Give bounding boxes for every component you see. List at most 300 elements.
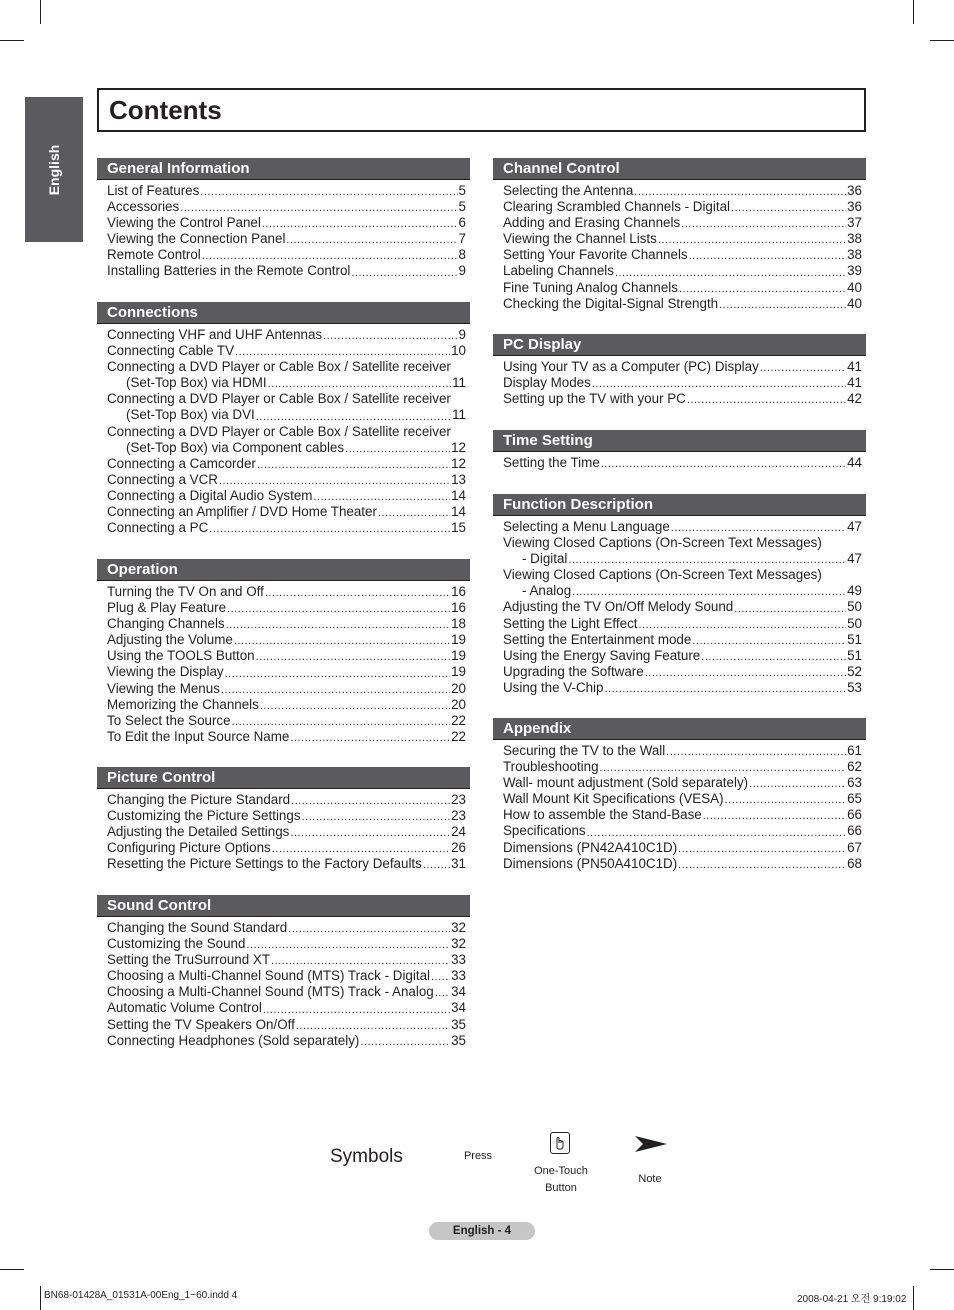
toc-entry-title: Installing Batteries in the Remote Control [107, 263, 351, 279]
page-title: Contents [109, 95, 222, 125]
toc-entry [107, 488, 466, 504]
toc-entry-title: Connecting Headphones (Sold separately) [107, 1032, 360, 1048]
toc-entry-title: Connecting a Camcorder [107, 455, 256, 471]
section-heading: General Information [97, 158, 470, 180]
toc-entry [107, 231, 466, 247]
toc-entry [503, 599, 862, 615]
toc-entry [107, 504, 466, 520]
toc-entry-title: Setting the Entertainment mode [503, 631, 692, 647]
toc-entry [503, 567, 862, 583]
toc-dot-leader [671, 521, 846, 535]
toc-entry [107, 424, 466, 440]
toc-entry-title: Turning the TV On and Off [107, 584, 264, 599]
toc-entry [107, 968, 466, 984]
toc-entry-title: Dimensions (PN50A410C1D) [503, 855, 678, 871]
toc-dot-leader [701, 650, 846, 664]
toc-entry-page-number: 14 [451, 504, 466, 520]
toc-entry-title: (Set-Top Box) via Component cables [126, 439, 345, 455]
toc-entry [107, 713, 466, 729]
toc-entry-page-number: 23 [451, 792, 466, 807]
toc-entry [503, 823, 862, 839]
toc-entry-title: List of Features [107, 183, 200, 198]
toc-entry [503, 183, 862, 199]
toc-dot-leader [639, 618, 847, 632]
toc-entry-title: Changing the Picture Standard [107, 792, 291, 807]
section-picture [97, 767, 470, 872]
toc-entry-page-number: 7 [458, 231, 466, 247]
toc-entry [107, 215, 466, 231]
toc-entry [107, 407, 466, 423]
language-tab-label: English [46, 144, 62, 195]
toc-entry-page-number: 33 [451, 952, 466, 968]
toc-entry [107, 697, 466, 713]
toc-entry-page-number: 15 [451, 520, 466, 536]
toc-entry-page-number: 22 [451, 728, 466, 744]
toc-dot-leader [587, 826, 846, 840]
toc-entry-title: Troubleshooting [503, 759, 599, 775]
toc-entry [503, 807, 862, 823]
toc-entry [503, 648, 862, 664]
toc-entry-title: Remote Control [107, 247, 201, 263]
toc-entry-list [493, 180, 866, 312]
toc-entry [503, 455, 862, 471]
toc-entry [503, 199, 862, 215]
toc-entry-page-number: 32 [451, 936, 466, 952]
toc-entry [107, 327, 466, 343]
toc-entry-page-number: 41 [847, 359, 862, 374]
toc-entry-page-number: 49 [847, 583, 862, 599]
section-appendix [493, 718, 866, 872]
toc-dot-leader [681, 217, 846, 231]
section-general [97, 158, 470, 280]
toc-entry [107, 1017, 466, 1033]
toc-entry-page-number: 13 [451, 471, 466, 487]
toc-entry-page-number: 34 [451, 1000, 466, 1016]
toc-entry-title: Setting the Light Effect [503, 615, 638, 631]
toc-entry [503, 359, 862, 375]
toc-entry-title: Customizing the Sound [107, 936, 246, 952]
toc-entry-page-number: 5 [458, 183, 466, 198]
toc-entry-page-number: 37 [847, 215, 862, 231]
toc-entry [503, 535, 862, 551]
toc-entry-title: Connecting a Digital Audio System [107, 487, 313, 503]
crop-mark [0, 40, 24, 41]
toc-dot-leader [731, 201, 846, 215]
toc-entry [503, 664, 862, 680]
toc-entry-page-number: 8 [458, 247, 466, 263]
toc-entry-page-number: 14 [451, 487, 466, 503]
toc-entry [107, 456, 466, 472]
toc-entry-title: - Digital [522, 551, 568, 567]
toc-dot-leader [265, 586, 450, 600]
toc-entry-title: Memorizing the Channels [107, 696, 259, 712]
toc-entry [503, 375, 862, 391]
toc-dot-leader [271, 954, 450, 968]
toc-entry-title: Securing the TV to the Wall [503, 743, 666, 758]
crop-mark [40, 1286, 41, 1310]
one-touch-label-line2: Button [545, 1182, 577, 1194]
toc-entry [107, 952, 466, 968]
crop-mark [0, 1269, 24, 1270]
toc-entry-page-number: 62 [847, 759, 862, 775]
toc-entry-page-number: 34 [451, 984, 466, 1000]
toc-entry-page-number: 36 [847, 199, 862, 215]
toc-dot-leader [423, 858, 450, 872]
toc-entry-page-number: 11 [452, 407, 466, 423]
toc-entry [503, 743, 862, 759]
toc-dot-leader [345, 442, 450, 456]
toc-entry-page-number: 24 [451, 824, 466, 840]
toc-entry [503, 791, 862, 807]
toc-entry-page-number: 23 [451, 808, 466, 824]
section-pc-display [493, 334, 866, 407]
toc-dot-leader [200, 185, 457, 199]
toc-entry-page-number: 67 [847, 839, 862, 855]
toc-entry-title: Setting Your Favorite Channels [503, 247, 688, 263]
toc-dot-leader [256, 650, 450, 664]
toc-entry-title: Automatic Volume Control [107, 1000, 262, 1016]
toc-entry [503, 296, 862, 312]
toc-entry [503, 583, 862, 599]
one-touch-label [530, 1163, 592, 1197]
toc-dot-leader [719, 298, 846, 312]
toc-entry-title: Connecting a VCR [107, 471, 218, 487]
toc-entry-title: Specifications [503, 823, 586, 839]
section-operation [97, 559, 470, 745]
toc-dot-leader [180, 201, 457, 215]
toc-entry-title: Setting the TruSurround XT [107, 952, 271, 968]
section-function [493, 494, 866, 696]
crop-mark [930, 40, 954, 41]
toc-entry [107, 359, 466, 375]
toc-dot-leader [221, 683, 450, 697]
toc-entry-list [493, 516, 866, 696]
toc-entry-page-number: 51 [847, 647, 862, 663]
toc-dot-leader [601, 457, 846, 471]
toc-entry-title: Changing the Sound Standard [107, 920, 288, 935]
toc-entry-title: To Select the Source [107, 712, 231, 728]
toc-entry [107, 729, 466, 745]
toc-entry-page-number: 20 [451, 680, 466, 696]
section-heading: PC Display [493, 334, 866, 356]
toc-entry-title: Selecting the Antenna [503, 183, 634, 198]
toc-dot-leader [313, 490, 450, 504]
press-label: Press [463, 1150, 493, 1162]
toc-entry-page-number: 65 [847, 791, 862, 807]
toc-dot-leader [703, 809, 846, 823]
toc-dot-leader [678, 842, 846, 856]
toc-entry-title: Setting the Time [503, 455, 600, 470]
toc-entry [503, 759, 862, 775]
toc-entry [107, 616, 466, 632]
toc-dot-leader [290, 826, 450, 840]
toc-entry-page-number: 50 [847, 599, 862, 615]
toc-dot-leader [263, 1003, 450, 1017]
toc-dot-leader [262, 217, 458, 231]
section-heading: Connections [97, 302, 470, 324]
toc-dot-leader [235, 345, 450, 359]
toc-entry-page-number: 22 [451, 712, 466, 728]
one-touch-button-icon [550, 1132, 570, 1154]
toc-entry [503, 215, 862, 231]
toc-entry [107, 664, 466, 680]
section-time-setting [493, 430, 866, 471]
toc-dot-leader [234, 634, 450, 648]
toc-dot-leader [687, 393, 846, 407]
toc-entry [107, 1033, 466, 1049]
toc-entry-title: Using the V-Chip [503, 679, 604, 695]
crop-mark [930, 1269, 954, 1270]
toc-entry [107, 792, 466, 808]
toc-entry-page-number: 11 [452, 375, 466, 391]
toc-entry [107, 183, 466, 199]
toc-entry-page-number: 35 [451, 1016, 466, 1032]
toc-dot-leader [600, 761, 847, 775]
toc-dot-leader [226, 618, 450, 632]
toc-entry-page-number: 66 [847, 823, 862, 839]
toc-entry-title: Connecting Cable TV [107, 343, 235, 359]
toc-entry-title: (Set-Top Box) via DVI [126, 407, 255, 423]
toc-entry-page-number: 47 [847, 519, 862, 534]
toc-entry [503, 856, 862, 872]
toc-entry [107, 1000, 466, 1016]
toc-entry-page-number: 12 [451, 455, 466, 471]
toc-entry-title: Adjusting the Volume [107, 632, 233, 648]
toc-entry-list [493, 356, 866, 407]
toc-entry [107, 584, 466, 600]
toc-dot-leader [666, 745, 846, 759]
toc-entry-page-number: 19 [451, 648, 466, 664]
toc-entry-title: Adjusting the Detailed Settings [107, 824, 290, 840]
toc-dot-leader [323, 329, 457, 343]
toc-entry-page-number: 61 [847, 743, 862, 758]
toc-entry [107, 856, 466, 872]
toc-entry [107, 936, 466, 952]
toc-entry-page-number: 10 [451, 343, 466, 359]
toc-entry-list [97, 324, 470, 536]
toc-dot-leader [246, 938, 450, 952]
toc-entry-page-number: 5 [458, 199, 466, 215]
toc-entry-title: Resetting the Picture Settings to the Factory Defaults [107, 856, 422, 872]
toc-entry [503, 680, 862, 696]
toc-entry-page-number: 44 [847, 455, 862, 470]
section-connections [97, 302, 470, 536]
toc-dot-leader [645, 666, 846, 680]
toc-entry-title: Dimensions (PN42A410C1D) [503, 839, 678, 855]
toc-entry [107, 199, 466, 215]
toc-entry-title: Connecting a DVD Player or Cable Box / Satellite receiver [107, 423, 451, 439]
toc-entry [107, 375, 466, 391]
toc-entry-page-number: 26 [451, 840, 466, 856]
crop-mark [913, 0, 914, 24]
toc-entry-title: - Analog [522, 583, 572, 599]
toc-entry [107, 681, 466, 697]
toc-dot-leader [232, 715, 451, 729]
toc-entry-page-number: 6 [458, 215, 466, 231]
toc-entry [107, 440, 466, 456]
toc-entry-title: Viewing the Connection Panel [107, 231, 286, 247]
toc-entry-page-number: 50 [847, 615, 862, 631]
crop-mark [913, 1286, 914, 1310]
toc-entry [503, 391, 862, 407]
toc-entry-title: Using Your TV as a Computer (PC) Display [503, 359, 759, 374]
toc-dot-leader [378, 506, 450, 520]
toc-entry-page-number: 19 [451, 632, 466, 648]
toc-entry-page-number: 12 [451, 439, 466, 455]
toc-entry-title: Connecting VHF and UHF Antennas [107, 327, 323, 342]
toc-dot-leader [692, 634, 846, 648]
toc-dot-leader [634, 185, 846, 199]
toc-entry-page-number: 31 [451, 856, 466, 872]
toc-entry-title: Setting the TV Speakers On/Off [107, 1016, 295, 1032]
section-sound [97, 895, 470, 1049]
toc-entry-title: To Edit the Input Source Name [107, 728, 290, 744]
toc-dot-leader [286, 233, 457, 247]
toc-entry-title: Labeling Channels [503, 263, 614, 279]
toc-entry-title: Connecting a PC [107, 520, 209, 536]
toc-entry-page-number: 16 [451, 584, 466, 599]
footer-timestamp: 2008-04-21 오전 9:19:02 [797, 1294, 907, 1305]
toc-entry [503, 632, 862, 648]
toc-dot-leader [435, 986, 450, 1000]
toc-entry-title: Adding and Erasing Channels [503, 215, 681, 231]
toc-entry-title: Viewing the Menus [107, 680, 220, 696]
page-title-box [97, 88, 866, 132]
note-arrow-icon [634, 1134, 668, 1159]
toc-entry-page-number: 9 [458, 263, 466, 279]
toc-entry-page-number: 36 [847, 183, 862, 198]
toc-entry [107, 808, 466, 824]
toc-dot-leader [260, 699, 450, 713]
toc-dot-leader [202, 249, 458, 263]
toc-dot-leader [689, 249, 846, 263]
toc-entry-title: Connecting a DVD Player or Cable Box / Satellite receiver [107, 359, 451, 375]
toc-entry-title: Customizing the Picture Settings [107, 808, 301, 824]
toc-dot-leader [268, 377, 451, 391]
toc-dot-leader [302, 810, 451, 824]
toc-entry-title: Changing Channels [107, 616, 225, 632]
toc-entry-page-number: 20 [451, 696, 466, 712]
toc-entry-page-number: 38 [847, 231, 862, 247]
toc-entry-page-number: 40 [847, 279, 862, 295]
toc-dot-leader [351, 266, 457, 280]
toc-entry-page-number: 68 [847, 855, 862, 871]
toc-dot-leader [678, 858, 846, 872]
toc-entry-title: Fine Tuning Analog Channels [503, 279, 678, 295]
toc-entry-title: Viewing the Channel Lists [503, 231, 657, 247]
toc-dot-leader [592, 377, 846, 391]
toc-entry-title: Clearing Scrambled Channels - Digital [503, 199, 731, 215]
toc-entry [107, 840, 466, 856]
toc-entry-title: Configuring Picture Options [107, 840, 271, 856]
section-heading: Appendix [493, 718, 866, 740]
toc-entry-page-number: 16 [451, 600, 466, 616]
toc-entry-title: How to assemble the Stand-Base [503, 807, 702, 823]
section-heading: Sound Control [97, 895, 470, 917]
toc-entry-page-number: 35 [451, 1032, 466, 1048]
toc-entry [503, 280, 862, 296]
toc-dot-leader [288, 922, 450, 936]
toc-entry-title: Selecting a Menu Language [503, 519, 670, 534]
toc-entry [503, 231, 862, 247]
toc-entry [107, 648, 466, 664]
toc-entry-title: Adjusting the TV On/Off Melody Sound [503, 599, 734, 615]
toc-entry [503, 551, 862, 567]
toc-entry-page-number: 47 [847, 551, 862, 567]
toc-entry-title: Display Modes [503, 375, 591, 391]
toc-entry-page-number: 33 [451, 968, 466, 984]
section-heading: Operation [97, 559, 470, 581]
toc-entry [107, 247, 466, 263]
toc-entry [503, 775, 862, 791]
toc-entry-page-number: 39 [847, 263, 862, 279]
toc-dot-leader [615, 266, 846, 280]
toc-entry-title: Using the Energy Saving Feature [503, 647, 701, 663]
toc-entry-list [493, 740, 866, 872]
toc-entry [107, 472, 466, 488]
language-tab [25, 97, 83, 242]
toc-entry-title: Upgrading the Software [503, 663, 644, 679]
toc-dot-leader [209, 522, 450, 536]
toc-entry-title: Setting up the TV with your PC [503, 391, 686, 407]
toc-entry-title: (Set-Top Box) via HDMI [126, 375, 267, 391]
toc-dot-leader [290, 731, 450, 745]
toc-entry-page-number: 18 [451, 616, 466, 632]
toc-entry-title: Choosing a Multi-Channel Sound (MTS) Track - Analog [107, 984, 434, 1000]
toc-entry-title: Using the TOOLS Button [107, 648, 255, 664]
toc-entry [107, 343, 466, 359]
toc-dot-leader [257, 458, 450, 472]
toc-entry [503, 247, 862, 263]
crop-mark [40, 0, 41, 24]
toc-dot-leader [360, 1035, 450, 1049]
toc-entry-page-number: 41 [847, 375, 862, 391]
toc-entry-page-number: 63 [847, 775, 862, 791]
toc-entry-list [97, 180, 470, 280]
section-heading: Time Setting [493, 430, 866, 452]
toc-dot-leader [734, 602, 846, 616]
toc-entry [503, 519, 862, 535]
toc-entry-title: Viewing Closed Captions (On-Screen Text Messages) [503, 535, 822, 551]
toc-entry [107, 520, 466, 536]
section-heading: Channel Control [493, 158, 866, 180]
toc-dot-leader [679, 282, 846, 296]
toc-dot-leader [272, 842, 450, 856]
toc-entry [107, 632, 466, 648]
toc-entry [107, 920, 466, 936]
section-heading: Function Description [493, 494, 866, 516]
toc-entry [107, 263, 466, 279]
toc-entry-page-number: 42 [847, 391, 862, 407]
toc-entry-page-number: 38 [847, 247, 862, 263]
toc-entry-page-number: 51 [847, 631, 862, 647]
toc-dot-leader [658, 233, 846, 247]
toc-entry-page-number: 40 [847, 295, 862, 311]
toc-entry-page-number: 19 [451, 664, 466, 680]
toc-dot-leader [256, 410, 451, 424]
toc-entry-title: Viewing Closed Captions (On-Screen Text Messages) [503, 567, 822, 583]
toc-entry-title: Accessories [107, 199, 180, 215]
toc-dot-leader [760, 361, 846, 375]
toc-entry-list [97, 789, 470, 872]
footer-file-name: BN68-01428A_01531A-00Eng_1~60.indd 4 [44, 1290, 238, 1301]
toc-entry [107, 600, 466, 616]
toc-entry-page-number: 9 [458, 327, 466, 342]
toc-entry-title: Plug & Play Feature [107, 600, 227, 616]
toc-entry [107, 824, 466, 840]
toc-dot-leader [296, 1019, 450, 1033]
toc-entry-title: Checking the Digital-Signal Strength [503, 295, 719, 311]
